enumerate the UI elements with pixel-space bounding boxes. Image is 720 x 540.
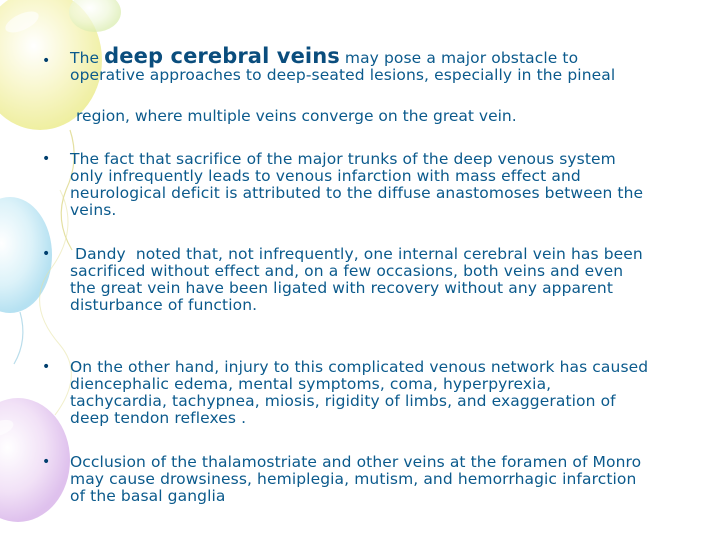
bullet-marker: • [42,53,51,69]
bullet-1-prefix: The [70,49,105,67]
bullet-text-1 [70,44,650,84]
bullet-marker: • [42,454,51,470]
bullet-marker: • [42,359,51,375]
bullet-1-emphasis: deep cerebral veins [104,44,340,68]
bullet-text-5: Occlusion of the thalamostriate and other veins at the foramen of Monro may cause drowsiness, hemiplegia, mutism, and hemorrhagic infarction of the basal ganglia [70,453,642,505]
bullet-1-suffix: may pose a major obstacle to operative approaches to deep-seated lesions, especially in the pineal [70,49,616,84]
bullet-text-2: The fact that sacrifice of the major trunks of the deep venous system only infrequently leads to venous infarction with mass effect and neurological deficit is attributed to the diffuse anastomoses between the veins. [70,150,644,219]
bullet-text-4: On the other hand, injury to this complicated venous network has caused diencephalic edema, mental symptoms, coma, hyperpyrexia, tachycardia, tachypnea, miosis, rigidity of limbs, and exaggeration of deep tendon reflexes . [70,358,649,427]
bullet-1-continuation: region, where multiple veins converge on the great vein. [76,107,517,125]
bullet-text-3: Dandy noted that, not infrequently, one internal cerebral vein has been sacrificed without effect and, on a few occasions, both veins and even the great vein have been ligated with recovery without any apparent disturbance of function. [70,245,648,314]
bullet-marker: • [42,246,51,262]
bullet-marker: • [42,151,51,167]
